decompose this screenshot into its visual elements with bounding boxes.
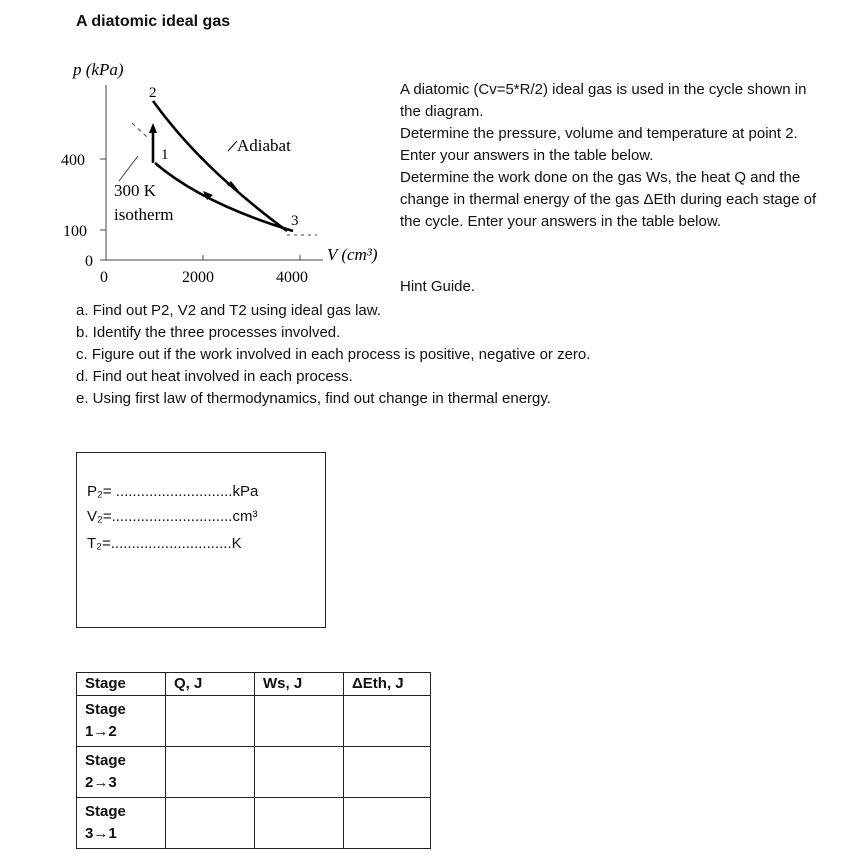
deth-cell[interactable]: [344, 798, 431, 849]
point-3-label: 3: [291, 213, 299, 229]
stage-label: Stage 1→2: [77, 696, 166, 747]
y-tick-400: 400: [61, 152, 85, 169]
table-row: [77, 696, 431, 747]
header-deth: ΔEth, J: [344, 673, 431, 696]
point-1-label: 1: [161, 147, 169, 163]
table-row: [77, 747, 431, 798]
page-title: A diatomic ideal gas: [76, 13, 231, 30]
ws-cell[interactable]: [255, 798, 344, 849]
stage-label: Stage 3→1: [77, 798, 166, 849]
header-q: Q, J: [166, 673, 255, 696]
deth-cell[interactable]: [344, 696, 431, 747]
y-tick-100: 100: [63, 223, 87, 240]
y-axis-label: p (kPa): [73, 60, 124, 79]
stage-label: Stage 2→3: [77, 747, 166, 798]
hint-item: d. Find out heat involved in each process.: [76, 368, 353, 385]
ws-cell[interactable]: [255, 696, 344, 747]
description-paragraph: A diatomic (Cv=5*R/2) ideal gas is used in the cycle shown in the diagram.: [400, 81, 807, 120]
x-tick-0: 0: [100, 269, 108, 286]
hint-list: [76, 300, 590, 410]
answer-box: [76, 452, 326, 628]
hint-item: c. Figure out if the work involved in each process is positive, negative or zero.: [76, 346, 591, 363]
hint-item: b. Identify the three processes involved.: [76, 324, 341, 341]
x-tick-4000: 4000: [276, 269, 308, 286]
t2-answer-line[interactable]: T₂=.............................K: [87, 535, 242, 552]
table-header-row: [77, 673, 431, 696]
hint-item: e. Using first law of thermodynamics, find out change in thermal energy.: [76, 390, 551, 407]
q-cell[interactable]: [166, 696, 255, 747]
header-ws: Ws, J: [255, 673, 344, 696]
hint-guide-label: Hint Guide.: [400, 278, 476, 295]
q-cell[interactable]: [166, 798, 255, 849]
deth-cell[interactable]: [344, 747, 431, 798]
x-tick-2000: 2000: [182, 269, 214, 286]
q-cell[interactable]: [166, 747, 255, 798]
adiabat-label: Adiabat: [237, 136, 291, 155]
stage-table: [76, 672, 431, 849]
description-paragraph: Determine the work done on the gas Ws, the heat Q and the change in thermal energy of the gas ΔEth during each stage of the cycle. Enter your answers in the table below.: [400, 169, 817, 230]
table-row: [77, 798, 431, 849]
problem-description: [400, 79, 820, 233]
isotherm-label: isotherm: [114, 205, 174, 224]
x-axis-label: V (cm³): [327, 245, 378, 264]
pv-diagram: [55, 55, 395, 290]
hint-item: a. Find out P2, V2 and T2 using ideal gas law.: [76, 302, 381, 319]
y-tick-0: 0: [85, 253, 93, 270]
ws-cell[interactable]: [255, 747, 344, 798]
p2-answer-line[interactable]: P₂= ............................kPa: [87, 483, 259, 500]
isotherm-temp-label: 300 K: [114, 181, 157, 200]
v2-answer-line[interactable]: V₂=.............................cm³: [87, 508, 258, 525]
description-paragraph: Determine the pressure, volume and temperature at point 2. Enter your answers in the table below.: [400, 125, 798, 164]
header-stage: Stage: [77, 673, 166, 696]
point-2-label: 2: [149, 85, 157, 101]
